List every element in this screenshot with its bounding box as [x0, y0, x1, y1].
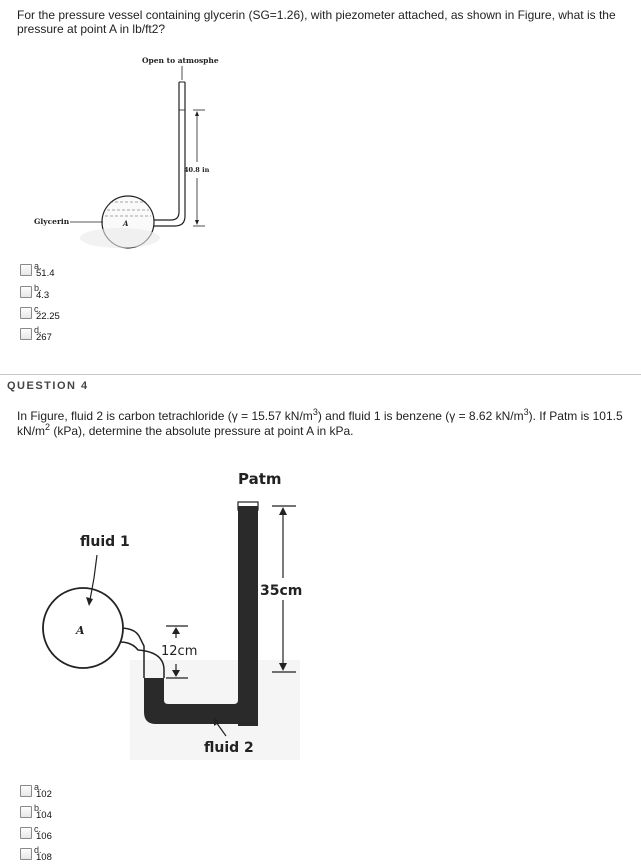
option-value: 51.4	[36, 268, 55, 279]
patm-label: Patm	[238, 470, 282, 488]
option-value: 102	[36, 789, 52, 800]
q4-text-part3: ). If Patm is 101.5 kN/m	[17, 409, 623, 438]
option-value: 108	[36, 852, 52, 863]
option-value: 267	[36, 332, 52, 343]
option-value: 104	[36, 810, 52, 821]
checkbox[interactable]	[20, 806, 32, 818]
height-35cm-label: 35cm	[260, 583, 303, 599]
checkbox[interactable]	[20, 785, 32, 797]
option-letter: b.	[34, 803, 42, 813]
fluid-1-label: fluid 1	[80, 534, 130, 550]
checkbox[interactable]	[20, 328, 32, 340]
option-letter: c.	[34, 304, 42, 314]
option-value: 4.3	[36, 290, 50, 301]
q4-text-sup3: 2	[45, 422, 51, 432]
point-a-label-q4: A	[76, 624, 85, 637]
option-letter: a.	[34, 782, 42, 792]
height-40-8-label: 40.8 in	[184, 166, 210, 174]
question-4-text	[17, 409, 632, 439]
checkbox[interactable]	[20, 307, 32, 319]
open-to-atmosphere-label: Open to atmosphe	[142, 56, 219, 65]
option-value: 22.25	[36, 311, 60, 322]
checkbox[interactable]	[20, 827, 32, 839]
question-separator	[0, 374, 641, 375]
q4-text-part4: (kPa), determine the absolute pressure at point A in kPa.	[50, 424, 354, 438]
q4-text-part2: ) and fluid 1 is benzene (γ = 8.62 kN/m	[317, 409, 524, 423]
q4-text-sup2: 3	[523, 407, 529, 417]
glycerin-label: Glycerin	[34, 217, 70, 226]
option-letter: d.	[34, 325, 42, 335]
option-letter: c.	[34, 824, 42, 834]
checkbox[interactable]	[20, 286, 32, 298]
fluid-2-label: fluid 2	[204, 740, 254, 756]
height-12cm-label: 12cm	[161, 644, 198, 659]
point-a-label-q3: A	[123, 219, 129, 228]
option-letter: d.	[34, 845, 42, 855]
manometer-figure	[20, 460, 330, 770]
q4-text-part1: In Figure, fluid 2 is carbon tetrachloride (γ = 15.57 kN/m	[17, 409, 313, 423]
checkbox[interactable]	[20, 848, 32, 860]
question-4-heading: QUESTION 4	[7, 380, 89, 392]
checkbox[interactable]	[20, 264, 32, 276]
option-letter: b.	[34, 283, 42, 293]
glycerin-piezometer-figure	[25, 50, 225, 255]
q4-text-sup1: 3	[312, 407, 318, 417]
option-value: 106	[36, 831, 52, 842]
option-letter: a.	[34, 261, 42, 271]
question-3-text: For the pressure vessel containing glycerin (SG=1.26), with piezometer attached, as shown in Figure, what is the pressure at point A in lb/ft2?	[17, 8, 616, 36]
